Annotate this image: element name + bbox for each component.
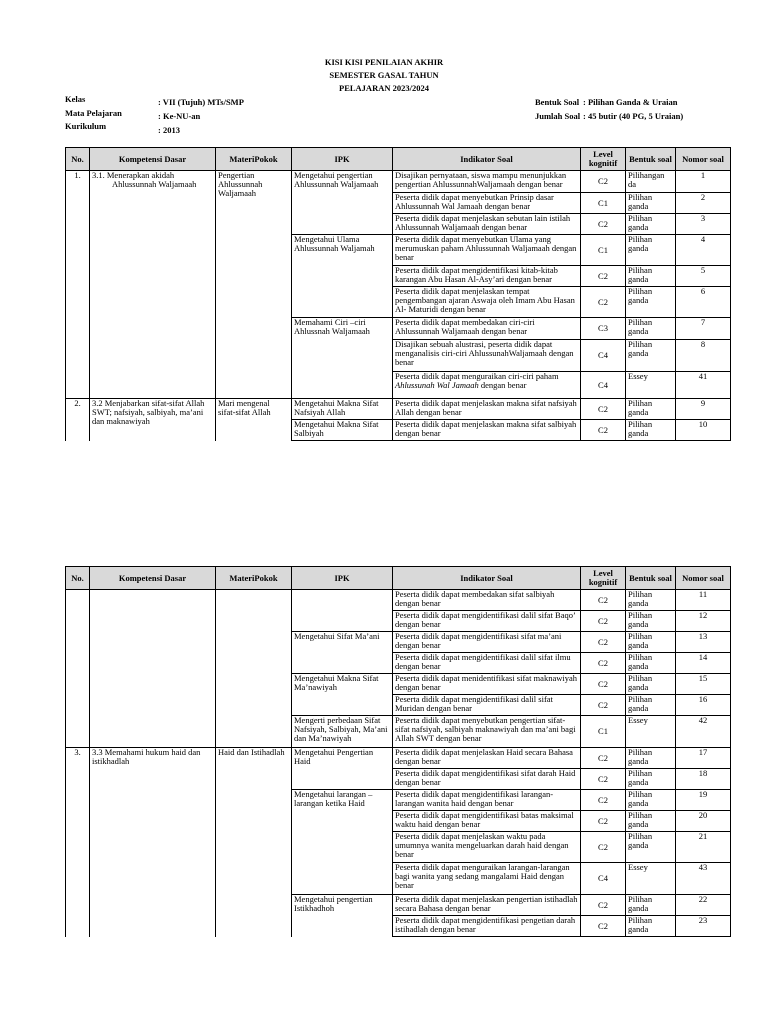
ipk-cell: Mengetahui Makna Sifat Ma’nawiyah [292, 674, 393, 716]
nomor-cell: 22 [676, 895, 731, 916]
col-header-kompetensi-dasar: Kompetensi Dasar [90, 567, 216, 590]
row-no [66, 590, 90, 748]
bentuk-cell: Pilihan ganda [626, 287, 676, 318]
col-header-no: No. [66, 567, 90, 590]
indikator-cell: Peserta didik dapat mengidentifikasi batas maksimal waktu haid dengan benar [393, 811, 581, 832]
indikator-cell: Peserta didik dapat mengidentifikasi dalil sifat Muridan dengan benar [393, 695, 581, 716]
bentuk-cell: Essey [626, 716, 676, 748]
indikator-cell: Peserta didik dapat mengidentifikasi dalil sifat Baqo’ dengan benar [393, 611, 581, 632]
nomor-cell: 9 [676, 399, 731, 420]
level-cell: C2 [581, 214, 626, 235]
col-header-indikator-soal: Indikator Soal [393, 148, 581, 171]
bentuk-cell: Pilihan ganda [626, 653, 676, 674]
level-cell: C2 [581, 811, 626, 832]
row-no: 1. [66, 171, 90, 399]
doc-title-line-3: PELAJARAN 2023/2024 [339, 83, 429, 93]
level-cell: C2 [581, 420, 626, 441]
nomor-cell: 15 [676, 674, 731, 695]
col-header-bentuk-soal: Bentuk soal [626, 148, 676, 171]
mapel-label: Mata Pelajaran [65, 108, 122, 118]
doc-title-line-2: SEMESTER GASAL TAHUN [329, 70, 439, 80]
indikator-text-end: dengan benar [480, 380, 527, 390]
bentuk-cell: Pilihan ganda [626, 832, 676, 863]
indikator-cell: Peserta didik dapat membedakan ciri-ciri Ahlussunnah Waljamaah dengan benar [393, 318, 581, 340]
indikator-text: Peserta didik dapat menguraikan ciri-ciri paham [395, 371, 559, 381]
level-cell: C2 [581, 748, 626, 769]
table-row [66, 590, 731, 611]
nomor-cell: 11 [676, 590, 731, 611]
level-cell: C2 [581, 695, 626, 716]
level-cell: C2 [581, 895, 626, 916]
nomor-cell: 1 [676, 171, 731, 193]
bentuk-cell: Pilihan ganda [626, 611, 676, 632]
ipk-cell [292, 590, 393, 632]
col-header-level-kognitif: Level kognitif [581, 567, 626, 590]
materi-pokok-cell [216, 590, 292, 748]
col-header-nomor-soal: Nomor soal [676, 567, 731, 590]
indikator-cell: Peserta didik dapat menjelaskan Haid secara Bahasa dengan benar [393, 748, 581, 769]
col-header-no: No. [66, 148, 90, 171]
kurikulum-label: Kurikulum [65, 121, 107, 131]
level-cell: C2 [581, 287, 626, 318]
col-header-kompetensi-dasar: Kompetensi Dasar [90, 148, 216, 171]
indikator-cell: Peserta didik dapat mengidentifikasi kitab-kitab karangan Abu Hasan Al-Asy’ari dengan benar [393, 266, 581, 287]
bentuk-soal-value: : Pilihan Ganda & Uraian [583, 97, 678, 107]
col-header-indikator-soal: Indikator Soal [393, 567, 581, 590]
indikator-cell: Peserta didik dapat menguraikan larangan-larangan bagi wanita yang sedang mangalami Haid dengan benar [393, 863, 581, 895]
level-cell: C1 [581, 235, 626, 266]
kd-number: 3.1. [92, 170, 105, 180]
table-header-row [66, 567, 731, 590]
nomor-cell: 13 [676, 632, 731, 653]
bentuk-cell: Pilihan ganda [626, 214, 676, 235]
nomor-cell: 20 [676, 811, 731, 832]
kelas-value: : VII (Tujuh) MTs/SMP [158, 97, 244, 107]
indikator-cell: Peserta didik dapat menjelaskan pengertian istihadlah secara Bahasa dengan benar [393, 895, 581, 916]
level-cell: C2 [581, 769, 626, 790]
bentuk-cell: Pilihan ganda [626, 748, 676, 769]
nomor-cell: 8 [676, 340, 731, 372]
indikator-cell: Peserta didik dapat menjelaskan tempat pengembangan ajaran Aswaja oleh Imam Abu Hasan Al- Maturidi dengan benar [393, 287, 581, 318]
bentuk-cell: Pilihan ganda [626, 695, 676, 716]
ipk-cell: Mengetahui pengertian Istikhadhoh [292, 895, 393, 937]
bentuk-cell: Pilihangan da [626, 171, 676, 193]
bentuk-cell: Pilihan ganda [626, 235, 676, 266]
level-cell: C1 [581, 716, 626, 748]
ipk-cell: Mengetahui pengertian Ahlussunnah Waljamaah [292, 171, 393, 235]
indikator-cell: Peserta didik dapat menidentifikasi sifat maknawiyah dengan benar [393, 674, 581, 695]
level-cell: C3 [581, 318, 626, 340]
indikator-cell: Peserta didik dapat menyebutkan Ulama yang merumuskan paham Ahlussunnah Waljamaah dengan benar [393, 235, 581, 266]
indikator-cell: Peserta didik dapat mengidentifikasi sifat darah Haid dengan benar [393, 769, 581, 790]
nomor-cell: 23 [676, 916, 731, 937]
nomor-cell: 10 [676, 420, 731, 441]
bentuk-cell: Pilihan ganda [626, 895, 676, 916]
col-header-nomor-soal: Nomor soal [676, 148, 731, 171]
indikator-cell: Peserta didik dapat menjelaskan makna sifat salbiyah dengan benar [393, 420, 581, 441]
level-cell: C2 [581, 916, 626, 937]
indikator-cell: Peserta didik dapat mengidentifikasi pengetian darah istihadlah dengan benar [393, 916, 581, 937]
materi-pokok-cell: Mari mengenal sifat-sifat Allah [216, 399, 292, 441]
col-header-materi-pokok: MateriPokok [216, 148, 292, 171]
level-cell: C2 [581, 674, 626, 695]
nomor-cell: 14 [676, 653, 731, 674]
indikator-cell: Disajikan pernyataan, siswa mampu menunjukkan pengertian AhlussunnahWaljamaah dengan benar [393, 171, 581, 193]
bentuk-cell: Pilihan ganda [626, 420, 676, 441]
level-cell: C4 [581, 863, 626, 895]
indikator-cell: Peserta didik dapat menyebutkan Prinsip dasar Ahlussunnah Wal Jamaah dengan benar [393, 193, 581, 214]
level-cell: C2 [581, 790, 626, 811]
bentuk-soal-label: Bentuk Soal [535, 97, 580, 107]
bentuk-cell: Pilihan ganda [626, 916, 676, 937]
bentuk-cell: Essey [626, 863, 676, 895]
level-cell: C4 [581, 340, 626, 372]
bentuk-cell: Pilihan ganda [626, 769, 676, 790]
bentuk-cell: Pilihan ganda [626, 811, 676, 832]
nomor-cell: 18 [676, 769, 731, 790]
indikator-cell: Peserta didik dapat menjelaskan sebutan lain istilah Ahlussunnah Waljamaah dengan benar [393, 214, 581, 235]
nomor-cell: 41 [676, 372, 731, 399]
materi-pokok-cell: Haid dan Istihadlah [216, 748, 292, 937]
row-no: 2. [66, 399, 90, 441]
bentuk-cell: Pilihan ganda [626, 674, 676, 695]
level-cell: C2 [581, 832, 626, 863]
ipk-cell: Mengetahui Pengertian Haid [292, 748, 393, 790]
bentuk-cell: Pilihan ganda [626, 399, 676, 420]
ipk-cell: Mengetahui Ulama Ahlussunnah Waljamah [292, 235, 393, 318]
bentuk-cell: Pilihan ganda [626, 590, 676, 611]
bentuk-cell: Pilihan ganda [626, 340, 676, 372]
bentuk-cell: Pilihan ganda [626, 266, 676, 287]
bentuk-cell: Pilihan ganda [626, 790, 676, 811]
kd-text: Menerapkan akidah [106, 170, 175, 180]
ipk-cell: Mengetahui Makna Sifat Salbiyah [292, 420, 393, 441]
level-cell: C2 [581, 653, 626, 674]
materi-pokok-cell: Pengertian Ahlussunnah Waljamaah [216, 171, 292, 399]
level-cell: C2 [581, 399, 626, 420]
level-cell: C2 [581, 590, 626, 611]
kisi-kisi-table-2 [65, 566, 731, 937]
indikator-cell [393, 372, 581, 399]
mapel-value: : Ke-NU-an [158, 111, 201, 121]
col-header-materi-pokok: MateriPokok [216, 567, 292, 590]
kompetensi-dasar-cell [90, 171, 216, 399]
level-cell: C2 [581, 266, 626, 287]
ipk-cell: Mengerti perbedaan Sifat Nafsiyah, Salbiyah, Ma’ani dan Ma’nawiyah [292, 716, 393, 748]
kompetensi-dasar-cell: 3.2 Menjabarkan sifat-sifat Allah SWT; nafsiyah, salbiyah, ma’ani dan maknawiyah [90, 399, 216, 441]
kisi-kisi-table-1 [65, 147, 731, 441]
ipk-cell: Mengetahui Makna Sifat Nafsiyah Allah [292, 399, 393, 420]
nomor-cell: 5 [676, 266, 731, 287]
ipk-cell: Mengetahui Sifat Ma’ani [292, 632, 393, 674]
indikator-cell: Disajikan sebuah alustrasi, peserta didik dapat menganalisis ciri-ciri AhlussunahWaljamaah dengan benar [393, 340, 581, 372]
kompetensi-dasar-cell [90, 590, 216, 748]
bentuk-cell: Pilihan ganda [626, 193, 676, 214]
bentuk-cell: Pilihan ganda [626, 632, 676, 653]
nomor-cell: 12 [676, 611, 731, 632]
kompetensi-dasar-cell: 3.3 Memahami hukum haid dan istikhadlah [90, 748, 216, 937]
nomor-cell: 17 [676, 748, 731, 769]
indikator-cell: Peserta didik dapat mengidentifikasi larangan-larangan wanita haid dengan benar [393, 790, 581, 811]
col-header-ipk: IPK [292, 148, 393, 171]
nomor-cell: 3 [676, 214, 731, 235]
indikator-cell: Peserta didik dapat mengidentifikasi sifat ma’ani dengan benar [393, 632, 581, 653]
ipk-cell: Memahami Ciri –ciri Ahlussnah Waljamaah [292, 318, 393, 399]
indikator-cell: Peserta didik dapat menjelaskan makna sifat nafsiyah Allah dengan benar [393, 399, 581, 420]
jumlah-soal-value: : 45 butir (40 PG, 5 Uraian) [583, 111, 684, 121]
nomor-cell: 2 [676, 193, 731, 214]
col-header-level-kognitif: Level kognitif [581, 148, 626, 171]
level-cell: C4 [581, 372, 626, 399]
nomor-cell: 4 [676, 235, 731, 266]
table-row [66, 171, 731, 193]
nomor-cell: 7 [676, 318, 731, 340]
level-cell: C2 [581, 632, 626, 653]
nomor-cell: 6 [676, 287, 731, 318]
col-header-ipk: IPK [292, 567, 393, 590]
bentuk-cell: Pilihan ganda [626, 318, 676, 340]
col-header-bentuk-soal: Bentuk soal [626, 567, 676, 590]
level-cell: C2 [581, 171, 626, 193]
jumlah-soal-label: Jumlah Soal [535, 111, 581, 121]
table-row [66, 748, 731, 769]
indikator-cell: Peserta didik dapat mengidentifikasi dalil sifat ilmu dengan benar [393, 653, 581, 674]
indikator-cell: Peserta didik dapat menjelaskan waktu pada umumnya wanita mengeluarkan darah haid dengan benar [393, 832, 581, 863]
table-header-row [66, 148, 731, 171]
kd-text-2: Ahlussunnah Waljamaah [112, 179, 197, 189]
doc-title-line-1: KISI KISI PENILAIAN AKHIR [324, 57, 444, 67]
nomor-cell: 21 [676, 832, 731, 863]
nomor-cell: 42 [676, 716, 731, 748]
nomor-cell: 19 [676, 790, 731, 811]
level-cell: C1 [581, 193, 626, 214]
ipk-cell: Mengetahui larangan – larangan ketika Haid [292, 790, 393, 895]
indikator-italic-text: Ahlussunah Wal Jamaah [395, 380, 479, 390]
kelas-label: Kelas [65, 94, 86, 104]
kurikulum-value: : 2013 [158, 125, 180, 135]
table-row [66, 399, 731, 420]
bentuk-cell: Essey [626, 372, 676, 399]
level-cell: C2 [581, 611, 626, 632]
nomor-cell: 16 [676, 695, 731, 716]
row-no: 3. [66, 748, 90, 937]
nomor-cell: 43 [676, 863, 731, 895]
indikator-cell: Peserta didik dapat membedakan sifat salbiyah dengan benar [393, 590, 581, 611]
indikator-cell: Peserta didik dapat menyebutkan pengertian sifat-sifat nafsiyah, salbiyah maknawiyah dan ma’ani bagi Allah SWT dengan benar [393, 716, 581, 748]
